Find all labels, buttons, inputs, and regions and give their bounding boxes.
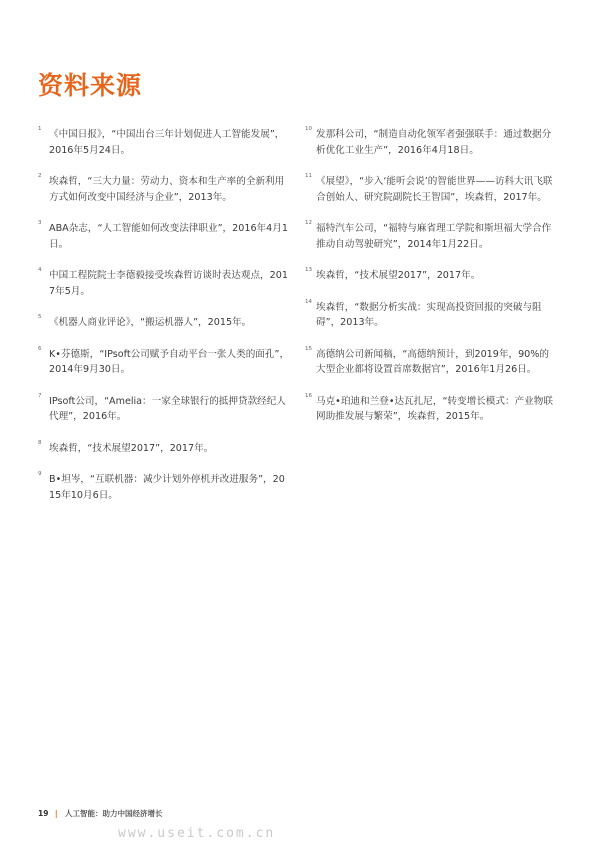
reference-number: 4	[38, 267, 42, 273]
page-number: 19	[38, 809, 49, 818]
reference-item	[305, 268, 557, 284]
page-footer	[38, 808, 162, 819]
reference-number: 12	[305, 220, 312, 226]
reference-text: K•芬德斯，“IPsoft公司赋予自动平台一张人类的面孔”，2014年9月30日。	[49, 348, 290, 375]
reference-text: 马克•珀迪和兰登•达瓦扎尼，“转变增长模式：产业物联网助推发展与繁荣”，埃森哲，2015年。	[316, 395, 553, 422]
reference-text: 埃森哲，“技术展望2017”，2017年。	[49, 442, 214, 454]
reference-item	[305, 347, 557, 378]
reference-item	[38, 315, 290, 331]
reference-number: 13	[305, 267, 312, 273]
reference-text: IPsoft公司，“Amelia：一家全球银行的抵押贷款经纪人代理”，2016年。	[49, 395, 286, 422]
reference-item	[305, 394, 557, 425]
reference-text: 《展望》，“步入‘能听会说’的智能世界——访科大讯飞联合创始人、研究院副院长王智国”，埃森哲，2017年。	[316, 176, 553, 203]
reference-item	[38, 472, 290, 503]
reference-item	[38, 441, 290, 457]
reference-item	[38, 347, 290, 378]
reference-item	[305, 300, 557, 331]
reference-item	[38, 221, 290, 252]
reference-number: 16	[305, 392, 312, 399]
reference-number: 7	[38, 392, 42, 399]
reference-text: 发那科公司，“制造自动化领军者强强联手：通过数据分析优化工业生产”，2016年4月18日。	[316, 129, 552, 156]
reference-text: 《中国日报》，“中国出台三年计划促进人工智能发展”，2016年5月24日。	[49, 129, 285, 156]
reference-text: 高德纳公司新闻稿，“高德纳预计，到2019年，90%的大型企业都将设置首席数据官”，2016年1月26日。	[316, 348, 549, 375]
reference-number: 1	[38, 126, 42, 132]
reference-text: 埃森哲，“三大力量：劳动力、资本和生产率的全新利用方式如何改变中国经济与企业”，2013年。	[49, 176, 285, 203]
reference-number: 11	[305, 173, 312, 179]
reference-item	[305, 221, 557, 252]
reference-item	[38, 127, 290, 158]
reference-number: 6	[38, 345, 42, 352]
reference-number: 5	[38, 314, 42, 320]
reference-item	[38, 394, 290, 425]
footer-separator: |	[54, 809, 58, 818]
reference-item	[305, 127, 557, 158]
footer-doc-title: 人工智能：助力中国经济增长	[64, 809, 163, 818]
reference-number: 10	[305, 126, 312, 132]
page-title: 资料来源	[38, 71, 143, 100]
reference-text: B•坦岑，“互联机器：减少计划外停机并改进服务”，2015年10月6日。	[49, 474, 285, 501]
reference-item	[38, 268, 290, 299]
reference-number: 3	[38, 220, 42, 226]
reference-text: ABA杂志，“人工智能如何改变法律职业”，2016年4月1日。	[49, 223, 288, 250]
reference-number: 2	[38, 173, 42, 179]
reference-item	[305, 174, 557, 205]
reference-text: 福特汽车公司，“福特与麻省理工学院和斯坦福大学合作推动自动驾驶研究”，2014年1月22日。	[316, 223, 552, 250]
reference-item	[38, 174, 290, 205]
references-column-right	[305, 127, 557, 441]
reference-text: 埃森哲，“技术展望2017”，2017年。	[316, 270, 481, 281]
reference-number: 9	[38, 471, 42, 477]
reference-text: 中国工程院院士李德毅接受埃森哲访谈时表达观点，2017年5月。	[49, 270, 288, 297]
watermark: www.useit.com.cn	[118, 826, 276, 841]
reference-text: 《机器人商业评论》，“搬运机器人”，2015年。	[49, 317, 252, 328]
reference-number: 14	[305, 298, 312, 305]
reference-number: 8	[38, 439, 42, 446]
references-column-left	[38, 127, 290, 519]
reference-text: 埃森哲，“数据分析实战：实现高投资回报的突破与阻碍”，2013年。	[316, 301, 542, 328]
reference-number: 15	[305, 345, 312, 352]
